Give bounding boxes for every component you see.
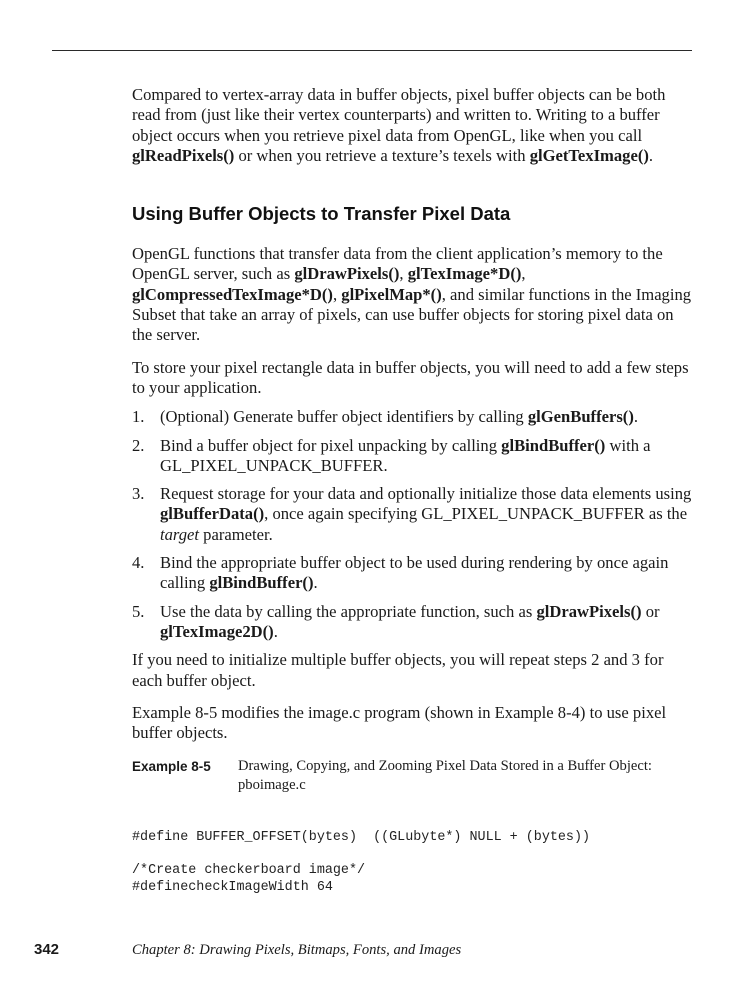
function-name: glGetTexImage(): [529, 145, 649, 165]
text-run: ,: [521, 264, 526, 284]
list-item: [132, 436, 692, 477]
example-caption: [132, 757, 692, 797]
text-run: Bind a buffer object for pixel unpacking by calling: [160, 435, 502, 455]
page-number: 342: [34, 941, 60, 958]
step-number: 2.: [132, 435, 145, 455]
step-text: [160, 407, 638, 426]
text-run: Request storage for your data and optionally initialize those data elements using: [160, 484, 692, 504]
text-run: .: [273, 621, 278, 641]
text-run: (Optional) Generate buffer object identifiers by calling: [160, 407, 528, 427]
function-name: glDrawPixels(): [294, 264, 400, 284]
code-line-define-width: #definecheckImageWidth 64: [132, 880, 333, 896]
steps-intro-paragraph: [132, 358, 692, 399]
text-run: .: [633, 407, 638, 427]
page-body: [132, 85, 692, 897]
text-run: parameter.: [199, 524, 273, 544]
function-name: glCompressedTexImage*D(): [132, 284, 333, 304]
code-line-comment: /*Create checkerboard image*/: [132, 862, 366, 878]
list-item: [132, 484, 692, 545]
text-run: .: [313, 573, 318, 593]
header-rule: [52, 50, 692, 51]
step-number: 1.: [132, 407, 145, 427]
text-run: or: [641, 601, 660, 621]
text-run: , and similar functions in the Imaging Subset that take an array of pixels, can use buffer objects for storing pixel data on the server.: [132, 284, 692, 345]
steps-list: [132, 407, 692, 642]
code-gap: [132, 847, 692, 862]
section-heading: Using Buffer Objects to Transfer Pixel Data: [132, 203, 511, 225]
list-item: [132, 602, 692, 643]
text-run: or when you retrieve a texture’s texels with: [234, 145, 530, 165]
intro-paragraph: [132, 85, 692, 166]
multiple-buffers-paragraph: [132, 650, 692, 691]
text-run: To store your pixel rectangle data in buffer objects, you will need to add a few steps to your application.: [132, 357, 689, 397]
text-run: Compared to vertex-array data in buffer objects, pixel buffer objects can be both read from (just like their vertex counterparts) and written to. Writing to a buffer object occurs when you retrieve pixel data from OpenGL, like when you call: [132, 85, 666, 145]
text-run: Bind the appropriate buffer object to be used during rendering by once again calling: [160, 553, 669, 593]
text-run: ,: [332, 284, 342, 304]
step-number: 4.: [132, 553, 145, 573]
function-name: glPixelMap*(): [341, 284, 442, 304]
chapter-title: Chapter 8: Drawing Pixels, Bitmaps, Fonts, and Images: [132, 942, 462, 958]
text-run: , once again specifying GL_PIXEL_UNPACK_BUFFER as the: [264, 504, 688, 524]
text-run: Example 8-5 modifies the image.c program (shown in Example 8-4) to use pixel buffer objects.: [132, 702, 667, 743]
example-label: Example 8-5: [132, 759, 211, 775]
text-run: ,: [399, 264, 408, 284]
example-title: Drawing, Copying, and Zooming Pixel Data Stored in a Buffer Object: pboimage.c: [238, 758, 652, 794]
text-run: Use the data by calling the appropriate function, such as: [160, 601, 537, 621]
step-text: [160, 436, 651, 475]
text-run: with a GL_PIXEL_UNPACK_BUFFER.: [160, 435, 651, 475]
text-run: OpenGL functions that transfer data from the client application’s memory to the OpenGL server, such as: [132, 244, 663, 284]
function-name: glTexImage2D(): [160, 621, 274, 641]
function-name: glBindBuffer(): [209, 573, 314, 593]
code-line-define: #define BUFFER_OFFSET(bytes) ((GLubyte*) NULL + (bytes)): [132, 830, 591, 846]
step-text: [160, 602, 660, 641]
text-run: .: [648, 145, 654, 165]
function-name: glTexImage*D(): [407, 264, 522, 284]
list-item: [132, 407, 692, 427]
function-name: glReadPixels(): [132, 145, 235, 165]
functions-paragraph: [132, 244, 692, 345]
function-name: glGenBuffers(): [527, 407, 634, 427]
step-number: 3.: [132, 484, 145, 504]
emphasis-text: target: [160, 524, 200, 544]
list-item: [132, 553, 692, 594]
function-name: glDrawPixels(): [536, 601, 642, 621]
step-text: [160, 484, 691, 544]
function-name: glBufferData(): [160, 504, 265, 524]
step-text: [160, 553, 668, 592]
step-number: 5.: [132, 601, 145, 621]
function-name: glBindBuffer(): [501, 435, 606, 455]
example-intro-paragraph: [132, 703, 692, 744]
text-run: If you need to initialize multiple buffer objects, you will repeat steps 2 and 3 for each buffer object.: [132, 650, 664, 690]
